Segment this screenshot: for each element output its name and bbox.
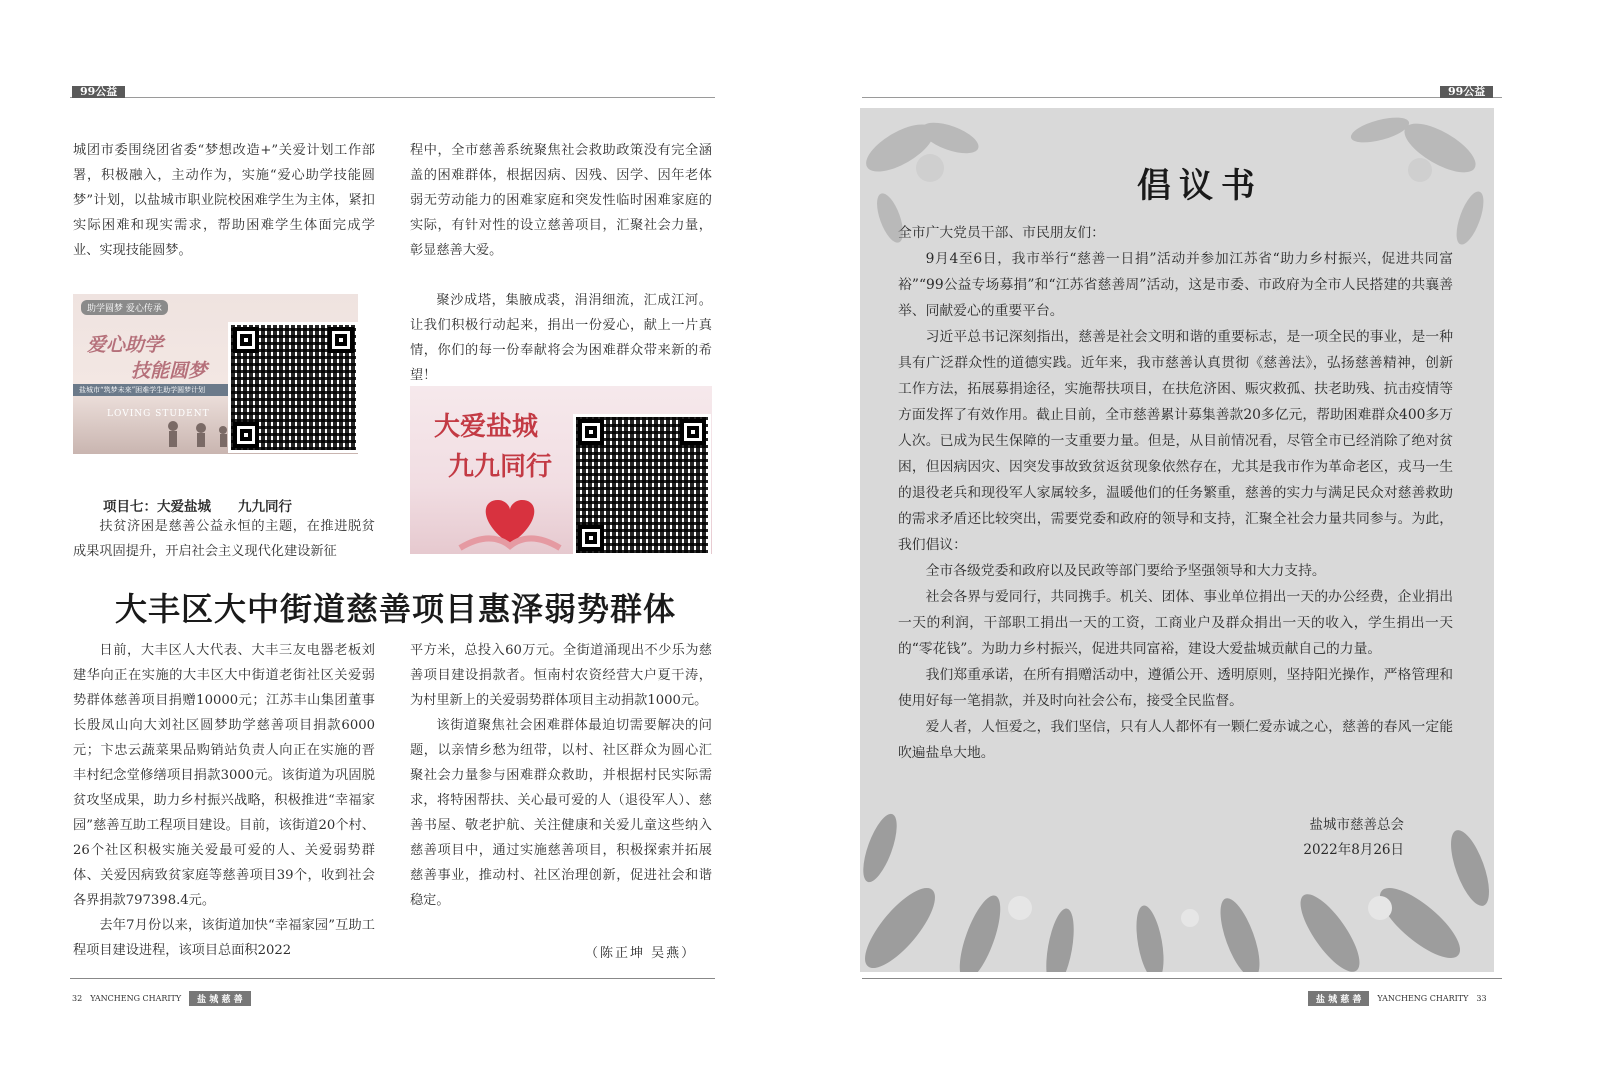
paragraph: 该街道聚焦社会困难群体最迫切需要解决的问题，以亲情乡愁为纽带，以村、社区群众为圆心汇聚社会力量参与困难群众救助，并根据村民实际需求，将特困帮扶、关心最可爱的人（退役军人）、慈善书屋、敬老护航、关注健康和关爱儿童这些纳入慈善项目中，通过实施慈善项目，积极探索并拓展慈善事业，推动村、社区治理创新，促进社会和谐稳定。 (410, 718, 712, 908)
runner-silhouettes (73, 414, 233, 454)
paragraph: 爱人者，人恒爱之，我们坚信，只有人人都怀有一颗仁爱赤诚之心，慈善的春风一定能吹遍盐阜大地。 (898, 719, 1453, 761)
poster-loving: LOVING STUDENT (107, 409, 210, 419)
header-rule (70, 97, 715, 98)
header-tab: 99公益 (72, 86, 125, 98)
byline: （陈正坤 吴燕） (585, 946, 697, 961)
paragraph: 去年7月份以来，该街道加快“幸福家园”互助工程项目建设进程，该项目总面积2022 (73, 918, 375, 958)
proposal-body (898, 220, 1453, 766)
header-tab: 99公益 (1440, 86, 1493, 98)
paragraph: 聚沙成塔，集腋成裘，涓涓细流，汇成江河。让我们积极行动起来，捐出一份爱心，献上一片真情，你们的每一份奉献将会为困难群众带来新的希望！ (410, 293, 712, 383)
page-number: 32 (72, 994, 83, 1003)
project-text-col (73, 514, 375, 564)
paragraph: 社会各界与爱同行，共同携手。机关、团体、事业单位捐出一天的办公经费，企业捐出一天的利润，干部职工捐出一天的工资，工商业户及群众捐出一天的收入，学生捐出一天的“零花钱”。为助力乡村振兴，促进共同富裕，建设大爱盐城贡献自己的力量。 (898, 589, 1453, 657)
paragraph: 我们郑重承诺，在所有捐赠活动中，遵循公开、透明原则，坚持阳光操作，严格管理和使用好每一笔捐款，并及时向社会公布，接受全民监督。 (898, 667, 1453, 709)
left-col1-top (73, 138, 375, 263)
project-title: 项目七：大爱盐城 九九同行 (103, 499, 292, 515)
paragraph: 平方米，总投入60万元。全街道涌现出不少乐为慈善项目建设捐款者。恒南村农资经营大户夏干涛，为村里新上的关爱弱势群体项目主动捐款1000元。 (410, 643, 712, 708)
footer-rule (862, 978, 1502, 979)
header-rule (862, 97, 1502, 98)
big-love-poster (410, 386, 712, 554)
paragraph: 全市各级党委和政府以及民政等部门要给予坚强领导和大力支持。 (925, 563, 1326, 579)
aid-study-poster (73, 294, 358, 454)
poster2-title2: 九九同行 (448, 452, 553, 482)
proposal-title: 倡议书 (1137, 166, 1263, 206)
footer (72, 991, 251, 1006)
paragraph: 扶贫济困是慈善公益永恒的主题，在推进脱贫成果巩固提升，开启社会主义现代化建设新征 (73, 519, 375, 559)
paragraph: 9月4至6日，我市举行“慈善一日捐”活动并参加江苏省“助力乡村振兴，促进共同富裕”“99公益专场募捐”和“江苏省慈善周”活动，这是市委、市政府为全市人民搭建的共襄善举、同献爱心的重要平台。 (898, 251, 1453, 319)
signer: 盐城市慈善总会 (1309, 817, 1404, 833)
footer-tag: 盐 城 慈 善 (1308, 991, 1369, 1006)
poster-strip: 盐城市“筑梦未来”困难学生助学圆梦计划 (73, 384, 358, 396)
article-headline: 大丰区大中街道慈善项目惠泽弱势群体 (115, 590, 677, 628)
left-col2-bottom (410, 638, 712, 913)
poster-banner: 助学圆梦 爱心传承 (81, 300, 168, 315)
date: 2022年8月26日 (1303, 842, 1404, 858)
footer-en: YANCHENG CHARITY (90, 994, 182, 1003)
left-col2-top (410, 138, 712, 388)
footer-tag: 盐 城 慈 善 (189, 991, 250, 1006)
poster-title1: 爱心助学 (87, 334, 164, 356)
footer-rule (70, 978, 715, 979)
footer (1308, 991, 1487, 1006)
paragraph: 城团市委围绕团省委“梦想改造+”关爱计划工作部署，积极融入，主动作为，实施“爱心助学技能圆梦”计划，以盐城市职业院校困难学生为主体，紧扣实际困难和现实需求，帮助困难学生体面完成学业、实现技能圆梦。 (73, 143, 375, 258)
footer-en: YANCHENG CHARITY (1377, 994, 1469, 1003)
heart-hands-icon (450, 486, 570, 554)
qr-code[interactable] (573, 414, 711, 554)
paragraph: 日前，大丰区人大代表、大丰三友电器老板刘建华向正在实施的大丰区大中街道老街社区关爱弱势群体慈善项目捐赠10000元；江苏丰山集团董事长殷凤山向大刘社区圆梦助学慈善项目捐款6000元；卞忠云蔬菜果品购销站负责人向正在实施的晋丰村纪念堂修缮项目捐款3000元。该街道为巩固脱贫攻坚成果，助力乡村振兴战略，积极推进“幸福家园”慈善互助工程项目建设。目前，该街道20个村、26个社区积极实施关爱最可爱的人、关爱弱势群体、关爱因病致贫家庭等慈善项目39个，收到社会各界捐款797398.4元。 (73, 643, 375, 908)
qr-code[interactable] (228, 322, 358, 453)
page-number: 33 (1476, 994, 1487, 1003)
poster-title2: 技能圆梦 (131, 360, 208, 382)
salutation: 全市广大党员干部、市民朋友们： (898, 225, 1105, 241)
right-page (800, 0, 1600, 1090)
left-col1-bottom (73, 638, 375, 963)
poster2-title1: 大爱盐城 (434, 412, 539, 442)
paragraph: 程中，全市慈善系统聚焦社会救助政策没有完全涵盖的困难群体，根据因病、因残、因学、因年老体弱无劳动能力的困难家庭和突发性临时困难家庭的实际，有针对性的设立慈善项目，汇聚社会力量，彰显慈善大爱。 (410, 143, 712, 258)
paragraph: 习近平总书记深刻指出，慈善是社会文明和谐的重要标志，是一项全民的事业，是一种具有广泛群众性的道德实践。近年来，我市慈善认真贯彻《慈善法》，弘扬慈善精神，创新工作方法，拓展募捐途径，实施帮扶项目，在扶危济困、赈灾救孤、扶老助残、抗击疫情等方面发挥了有效作用。截止目前，全市慈善累计募集善款20多亿元，帮助困难群众400多万人次。已成为民生保障的一支重要力量。但是，从目前情况看，尽管全市已经消除了绝对贫困，但因病因灾、因突发事故致贫返贫现象依然存在，尤其是我市作为革命老区，戎马一生的退役老兵和现役军人家属较多，温暖他们的任务繁重，慈善的实力与满足民众对慈善救助的需求矛盾还比较突出，需要党委和政府的领导和支持，汇聚全社会力量共同参与。为此，我们倡议： (898, 329, 1453, 553)
